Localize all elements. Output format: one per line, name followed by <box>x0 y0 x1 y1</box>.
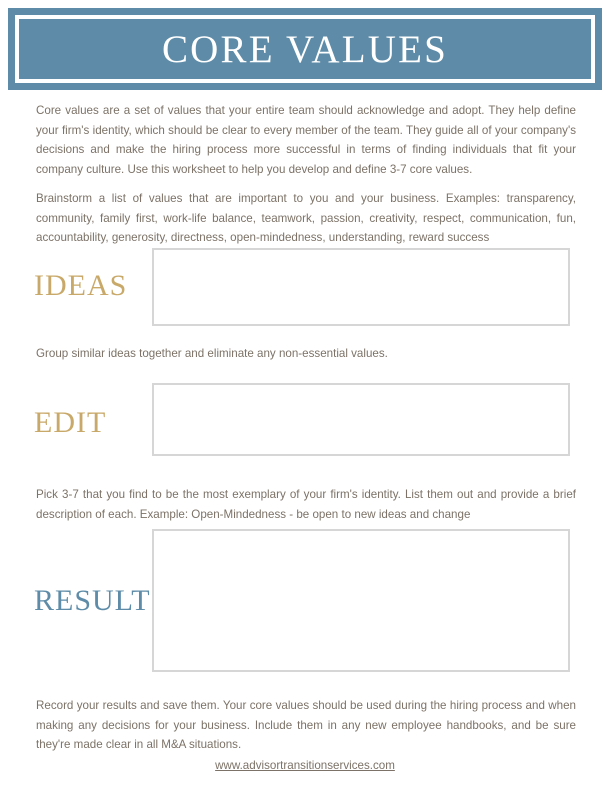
intro-paragraph: Core values are a set of values that your entire team should acknowledge and adopt. They help define your firm's identity, which should be clear to every member of the team. They guide all of your company's decisions and make the hiring process more successful in terms of finding individuals that fit your company culture. Use this worksheet to help you develop and define 3-7 core values. <box>36 104 576 176</box>
ideas-answer-box[interactable] <box>152 248 570 326</box>
brainstorm-instructions: Brainstorm a list of values that are important to you and your business. Examples: transparency, community, family first, work-life balance, teamwork, passion, creativity, respect, communication, fun, accountability, generosity, directness, open-mindedness, understanding, reward success <box>36 192 576 245</box>
header-banner <box>8 8 602 90</box>
pick-instructions: Pick 3-7 that you find to be the most exemplary of your firm's identity. List them out and provide a brief description of each. Example: Open-Mindedness - be open to new ideas and change <box>36 488 576 521</box>
page-title: CORE VALUES <box>161 27 449 71</box>
group-instructions: Group similar ideas together and eliminate any non-essential values. <box>36 347 388 360</box>
section-label-result: RESULT <box>34 584 151 617</box>
header-banner-inner <box>19 19 591 79</box>
section-label-ideas: IDEAS <box>34 269 128 302</box>
record-instructions: Record your results and save them. Your core values should be used during the hiring process and when making any decisions for your business. Include them in any new employee handbooks, and be sure they're made clear in all M&A situations. <box>36 699 576 752</box>
edit-answer-box[interactable] <box>152 383 570 456</box>
section-label-edit: EDIT <box>34 406 107 439</box>
header-banner-white-frame <box>15 15 595 83</box>
footer-website-link[interactable]: www.advisortransitionservices.com <box>215 759 395 772</box>
result-answer-box[interactable] <box>152 529 570 672</box>
